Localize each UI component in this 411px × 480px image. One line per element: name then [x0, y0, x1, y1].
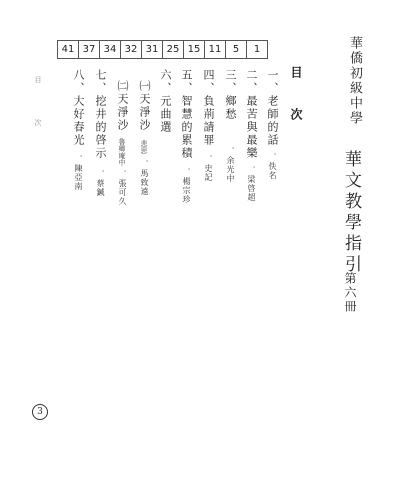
page-number-cell: 15 [184, 41, 205, 59]
lesson-author: ．楊宗珍 [182, 168, 191, 204]
lesson-entry [221, 69, 240, 183]
lesson-entry [113, 80, 132, 206]
lesson-title: 七、挖井的啓示 [94, 69, 107, 160]
page-number-table [57, 40, 268, 59]
lesson-entry [69, 69, 88, 191]
lesson-title: ㈠天淨沙 [138, 80, 151, 132]
lesson-author: ．蔡鍼 [96, 170, 105, 197]
page-number-cell: 1 [247, 41, 268, 59]
lesson-title: 八、大好春光 [72, 69, 85, 147]
lesson-author: ．馬致遠 [140, 160, 149, 196]
page-number-cell: 41 [58, 41, 79, 59]
page-number-cell: 32 [121, 41, 142, 59]
lesson-entry [177, 69, 196, 204]
volume-label: 第六冊 [343, 272, 357, 314]
lesson-author: ．張可久 [118, 170, 127, 206]
lesson-entry [242, 69, 261, 202]
lesson-author: ．梁啓超 [247, 166, 256, 202]
lesson-title: 二、最苦與最樂 [245, 69, 258, 160]
lesson-author: ．陳亞南 [74, 155, 83, 191]
lesson-entry [135, 80, 154, 196]
page-number-cell: 31 [142, 41, 163, 59]
lesson-author: ．佚名 [268, 153, 277, 180]
lesson-title: ㈡天淨沙 [116, 80, 129, 132]
lesson-title: 六、元曲選 [159, 69, 172, 134]
page-number-cell: 37 [79, 41, 100, 59]
side-contents-label: 目 次 [34, 76, 42, 140]
page-number-cell: 34 [100, 41, 121, 59]
lesson-entry [199, 69, 218, 182]
lesson-title: 五、智慧的累積 [180, 69, 193, 160]
lesson-title: 四、負荊請罪 [202, 69, 215, 147]
lesson-entry [156, 69, 175, 134]
toc-heading: 目 次 [289, 66, 303, 128]
page-number-cell: 25 [163, 41, 184, 59]
page-number-badge: 3 [32, 404, 48, 420]
page-number-cell: 11 [205, 41, 226, 59]
school-name: 華僑初級中學 [347, 36, 362, 126]
lesson-entry [91, 69, 110, 197]
book-title: 華文教學指引 [341, 150, 361, 276]
lesson-entry [263, 69, 282, 180]
lesson-title: 一、老師的話 [266, 69, 279, 147]
page-number-cell: 5 [226, 41, 247, 59]
lesson-subtitle: 魯卿庵中 [118, 138, 126, 166]
lesson-author: ．余光中 [226, 147, 235, 183]
lesson-title: 三、鄉愁 [224, 69, 237, 121]
lesson-subtitle: 悲思 [140, 140, 148, 154]
lesson-author: ．史記 [204, 155, 213, 182]
